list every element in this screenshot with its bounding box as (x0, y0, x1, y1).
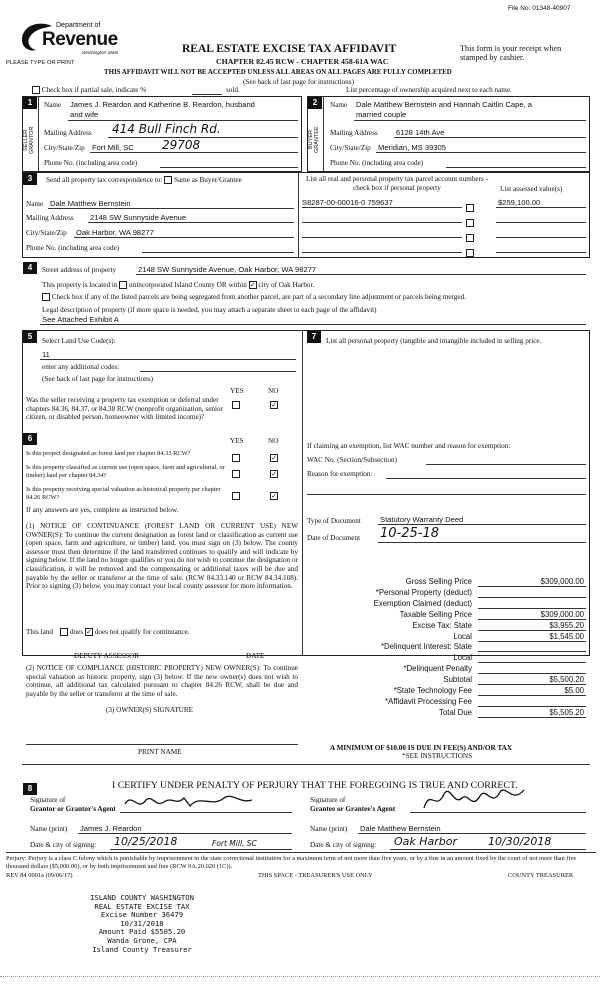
grantor-sig-label: Signature of (30, 796, 66, 804)
buyer-name[interactable]: Dale Matthew Bernstein and Hannah Caitlin Cape, a (356, 100, 533, 109)
list-percentage-note: List percentage of ownership acquired next to each name. (346, 86, 512, 94)
located-in-label: This property is located in (42, 281, 118, 289)
wac-label: WAC No. (Section/Subsection) (307, 456, 398, 464)
s6-q3-no[interactable]: ✓ (271, 492, 277, 501)
additional-codes-label: enter any additional codes: (42, 363, 120, 371)
s3-phone-label: Phone No. (including area code) (26, 244, 120, 252)
dor-logo (8, 12, 138, 62)
parcel-header: List all real and personal property tax parcel account numbers - check box if personal property (305, 175, 488, 192)
s5-yes-header: YES (230, 387, 244, 395)
assessed-header: List assessed value(s) (500, 185, 563, 193)
land-use-label: Select Land Use Code(s): (42, 337, 116, 345)
forest-land-question: Is this project designated as forest land per chapter 84.33 RCW? (26, 450, 191, 457)
grantor-agent-label: Grantor or Grantor's Agent (30, 805, 116, 813)
assessor-date-label: DATE (246, 652, 265, 660)
same-as-buyer-label: Same as Buyer/Grantee (173, 176, 242, 184)
grantee-agent-label: Grantee or Grantee's Agent (310, 805, 396, 813)
calc-value[interactable]: $5,500.20 (549, 675, 584, 685)
s6-q1-no[interactable]: ✓ (271, 454, 277, 463)
grantee-sign-date[interactable]: 10/30/2018 (488, 835, 552, 848)
stamp-line: REAL ESTATE EXCISE TAX (94, 901, 190, 911)
county-treasurer-label: COUNTY TREASURER (508, 872, 574, 879)
seller-name[interactable]: James J. Reardon and Katherine B. Reardon, husband (70, 100, 255, 109)
reason-label: Reason for exemption: (307, 470, 373, 478)
does-not-qualify-checkbox[interactable]: ✓ (85, 628, 92, 637)
form-revision: REV 84 0001a (09/06/17) (6, 872, 73, 879)
s6-q2-no[interactable]: ✓ (271, 470, 277, 479)
calc-label: *Delinquent Penalty (403, 664, 472, 674)
parcel-4-checkbox[interactable] (466, 249, 474, 257)
parcel-number[interactable]: S8287-00-00016-0 759637 (302, 198, 393, 207)
calc-value[interactable]: $309,000.00 (540, 577, 584, 586)
correspondence-city[interactable]: Oak Harbor, WA 98277 (76, 228, 154, 237)
logo-state: Washington State (82, 50, 119, 55)
same-as-buyer-checkbox[interactable] (164, 176, 172, 184)
calc-label: *Delinquent Interest: State (380, 642, 472, 652)
s6-yes-header: YES (230, 437, 244, 445)
treasurer-use-only: THIS SPACE - TREASURER'S USE ONLY (258, 872, 373, 879)
file-number: File No: 01348-40907 (508, 5, 571, 12)
section-5-number: 5 (23, 331, 37, 343)
assessed-value[interactable]: $259,100.00 (498, 198, 541, 207)
grantee-print-name[interactable]: Dale Matthew Bernstein (360, 824, 441, 833)
grantee-date-label: Date & city of signing: (310, 841, 377, 849)
section-1-number: 1 (23, 97, 37, 109)
if-any-yes: If any answers are yes, complete as instructed below. (26, 506, 179, 514)
continuance-row (26, 628, 190, 637)
calc-value[interactable]: $309,000.00 (540, 609, 584, 619)
claiming-exemption-label: If claiming an exemption, list WAC number and reason for exemption: (307, 442, 511, 450)
grantor-date-label: Date & city of signing: (30, 841, 97, 849)
section-8-number: 8 (23, 783, 37, 795)
section-7-number: 7 (307, 331, 321, 343)
correspondence-name[interactable]: Dale Matthew Bernstein (50, 199, 131, 208)
historic-question: Is this property receiving special valuation as historical property per chapter 84.26 RCW? (26, 486, 221, 501)
section-4-number: 4 (23, 262, 37, 274)
exemption-question: Was the seller receiving a property tax exemption or deferral under chapters 84.36, 84.37, or 84.38 RCW (nonprofit organization, senior citizen, or disabled person, homeowner with limited income)? (26, 396, 223, 422)
seller-grantor-label: SELLER GRANTOR (23, 126, 35, 154)
calc-label: Excise Tax: State (412, 620, 472, 630)
stamp-line: Wanda Grone, CPA (107, 935, 177, 945)
seller-name-2[interactable]: and wife (70, 110, 99, 119)
partial-sale-row (32, 86, 146, 95)
grantee-print-label: Name (print) (310, 825, 348, 833)
certify-statement: I CERTIFY UNDER PENALTY OF PERJURY THAT THE FOREGOING IS TRUE AND CORRECT. (112, 780, 518, 791)
street-label: Street address of property (42, 266, 117, 274)
s1-phone-label: Phone No. (including area code) (44, 159, 138, 167)
section-6-number: 6 (23, 433, 37, 445)
within-city-checkbox[interactable]: ✓ (249, 281, 256, 290)
does-not-label: does not qualify for continuance. (94, 628, 190, 636)
logo-word: Revenue (42, 29, 118, 50)
calc-value[interactable]: $1,545.00 (549, 631, 584, 641)
s6-q3-yes[interactable] (232, 492, 240, 500)
s5-no-header: NO (268, 387, 279, 395)
seller-city[interactable]: Fort Mill, SC (92, 143, 134, 152)
s1-city-label: City/State/Zip (44, 144, 85, 152)
s5-q1-no[interactable]: ✓ (271, 401, 277, 410)
form-title: REAL ESTATE EXCISE TAX AFFIDAVIT (182, 43, 397, 55)
segregated-checkbox[interactable] (42, 293, 50, 301)
s3-name-label: Name (26, 200, 44, 208)
s3-city-label: City/State/Zip (26, 229, 67, 237)
property-location-row (42, 281, 314, 290)
owner-signature-label: (3) OWNER(S) SIGNATURE (106, 706, 194, 714)
sold-label: sold. (226, 86, 240, 94)
parcel-1-checkbox[interactable] (466, 204, 474, 212)
unincorporated-label: unincorporated Island County OR within (129, 281, 247, 289)
calc-value[interactable]: $5,505.20 (549, 707, 584, 717)
calc-label: Local (453, 653, 472, 663)
grantor-print-label: Name (print) (30, 825, 68, 833)
within-city-label: city of Oak Harbor. (258, 281, 315, 289)
calc-label: Local (453, 631, 472, 641)
property-street-address[interactable]: 2148 SW Sunnyside Avenue, Oak Harbor, WA 98277 (138, 265, 317, 274)
section-3-number: 3 (23, 173, 37, 185)
personal-property-label: List all personal property (tangible and intangible included in selling price. (326, 337, 542, 345)
seller-zip[interactable]: 29708 (162, 138, 201, 152)
notice-of-continuance: (1) NOTICE OF CONTINUANCE (FOREST LAND OR CURRENT USE) NEW OWNER(S): To continue the current designation as forest land or classification as current use (open space, farm and agriculture, or timber) land, you must sign on (3) below. The county assessor must then determine if the land transferred continues to qualify and will indicate by signing below. If the land no longer qualifies or you do not wish to continue the designation or classification, it will be removed and the compensating or additional taxes will be due and payable by the seller or transferor at the time of sale. (RCW 84.33.140 or RCW 84.34.108). Prior to signing (3) below, you may contact your local county assessor for more information. (26, 522, 298, 591)
calc-label: Exemption Claimed (deduct) (373, 598, 472, 608)
current-use-question: Is this property classified as current use (open space, farm and agricultural, or timber) land per chapter 84.34? (26, 464, 225, 479)
deputy-assessor-label: DEPUTY ASSESSOR (74, 652, 140, 660)
calc-label: Taxable Selling Price (399, 609, 472, 619)
s1-name-label: Name (44, 101, 62, 109)
s2-city-label: City/State/Zip (330, 144, 371, 152)
calc-value[interactable]: $3,955.20 (549, 620, 584, 630)
correspondence-mailing-address[interactable]: 2148 SW Sunnyside Avenue (90, 213, 187, 222)
grantor-signature[interactable] (120, 790, 270, 812)
does-label: does (69, 628, 84, 636)
segregated-row (42, 293, 466, 302)
buyer-name-2[interactable]: married couple (356, 110, 407, 119)
print-name-label: PRINT NAME (138, 748, 182, 756)
stamp-line: 10/31/2018 (120, 918, 164, 928)
minimum-due: A MINIMUM OF $10.00 IS DUE IN FEE(S) AND/OR TAX (330, 744, 512, 752)
document-date[interactable]: 10-25-18 (380, 526, 440, 541)
buyer-city[interactable]: Meridian, MS 39305 (378, 143, 446, 152)
segregated-label: Check box if any of the listed parcels are being segregated from another parcel, are part of a secondary line adjustment or parcels being merged. (51, 293, 466, 301)
stamp-line: Amount Paid $5505.20 (98, 927, 186, 937)
treasurer-stamp (82, 894, 202, 954)
calc-label: Total Due (439, 707, 472, 717)
grantor-sign-date[interactable]: 10/25/2018 (114, 835, 178, 848)
s1-mail-label: Mailing Address (44, 129, 92, 137)
not-accepted-warning: THIS AFFIDAVIT WILL NOT BE ACCEPTED UNLESS ALL AREAS ON ALL PAGES ARE FULLY COMPLETED (104, 69, 452, 76)
please-type: PLEASE TYPE OR PRINT (6, 60, 75, 66)
send-correspondence-label: Send all property tax correspondence to: (46, 176, 163, 184)
form-subtitle: CHAPTER 82.45 RCW - CHAPTER 458-61A WAC (216, 57, 389, 66)
parcel-3-checkbox[interactable] (466, 234, 474, 242)
buyer-mailing-address[interactable]: 6128 14th Ave (396, 128, 445, 137)
logo-line1: Department of (56, 22, 101, 29)
partial-sale-checkbox[interactable] (32, 86, 40, 94)
stamp-line: Island County Treasurer (92, 944, 192, 954)
doc-date-label: Date of Document (307, 534, 361, 542)
grantor-print-name[interactable]: James J. Reardon (80, 824, 142, 833)
calc-value[interactable]: $5.00 (564, 686, 584, 695)
see-back-note: (See back of last page for instructions) (243, 78, 354, 86)
s6-q1-yes[interactable] (232, 454, 240, 462)
calc-label: Subtotal (443, 675, 472, 685)
perjury-statement: Perjury: Perjury is a class C felony which is punishable by imprisonment in the state correctional institution for a maximum term of not more than five years, or by a fine in an amount fixed by the court of not more than five thousand dollars ($5,000.00), or by both imprisonment and fine (RCW 9A.20.020 (1C)). (6, 855, 577, 870)
s3-mail-label: Mailing Address (26, 214, 74, 222)
send-correspondence-row (46, 176, 242, 185)
see-instructions: *SEE INSTRUCTIONS (402, 752, 473, 760)
seller-mailing-address[interactable]: 414 Bull Finch Rd. (112, 122, 221, 136)
doc-type-label: Type of Document (307, 517, 361, 525)
calc-label: *Personal Property (deduct) (375, 587, 472, 597)
grantee-sig-label: Signature of (310, 796, 346, 804)
calc-label: *Affidavit Processing Fee (385, 696, 472, 706)
s2-name-label: Name (330, 101, 348, 109)
grantee-sign-city[interactable]: Oak Harbor (394, 835, 458, 848)
does-qualify-checkbox[interactable] (60, 628, 68, 636)
land-use-code[interactable]: 11 (42, 350, 50, 359)
s2-mail-label: Mailing Address (330, 129, 378, 137)
this-land-label: This land (26, 628, 53, 636)
stamp-line: Excise Number 36479 (100, 910, 184, 920)
partial-sale-label: Check box if partial sale, indicate % (41, 86, 147, 94)
s2-phone-label: Phone No. (including area code) (330, 159, 424, 167)
grantor-sign-city[interactable]: Fort Mill, SC (212, 839, 257, 848)
calc-label: Gross Selling Price (405, 577, 472, 586)
legal-description[interactable]: See Attached Exhibit A (42, 315, 119, 324)
document-type[interactable]: Statutory Warranty Deed (380, 515, 464, 524)
land-use-see-back: (See back of last page for instructions) (42, 375, 153, 383)
grantee-signature[interactable] (420, 784, 530, 814)
unincorporated-checkbox[interactable] (119, 281, 127, 289)
stamp-line: ISLAND COUNTY WASHINGTON (90, 893, 194, 902)
parcel-2-checkbox[interactable] (466, 219, 474, 227)
s5-q1-yes[interactable] (232, 401, 240, 409)
calc-label: *State Technology Fee (393, 686, 472, 695)
receipt-note: This form is your receipt when stamped by cashier. (460, 44, 562, 63)
section-2-number: 2 (308, 97, 322, 109)
notice-of-compliance: (2) NOTICE OF COMPLIANCE (HISTORIC PROPERTY) NEW OWNER(S): To continue special valuation as historic property, sign (3) below. If the new owner(s) does not wish to continue, all additional tax calculated pursuant to chapter 84.26 RCW, shall be due and payable by the seller or transferor at the time of sale. (26, 664, 298, 698)
buyer-grantee-label: BUYER GRANTEE (308, 126, 320, 154)
s6-no-header: NO (268, 437, 279, 445)
legal-description-label: Legal description of property (if more space is needed, you may attach a separate sheet to each page of the affidavit) (42, 306, 377, 314)
s6-q2-yes[interactable] (232, 470, 240, 478)
